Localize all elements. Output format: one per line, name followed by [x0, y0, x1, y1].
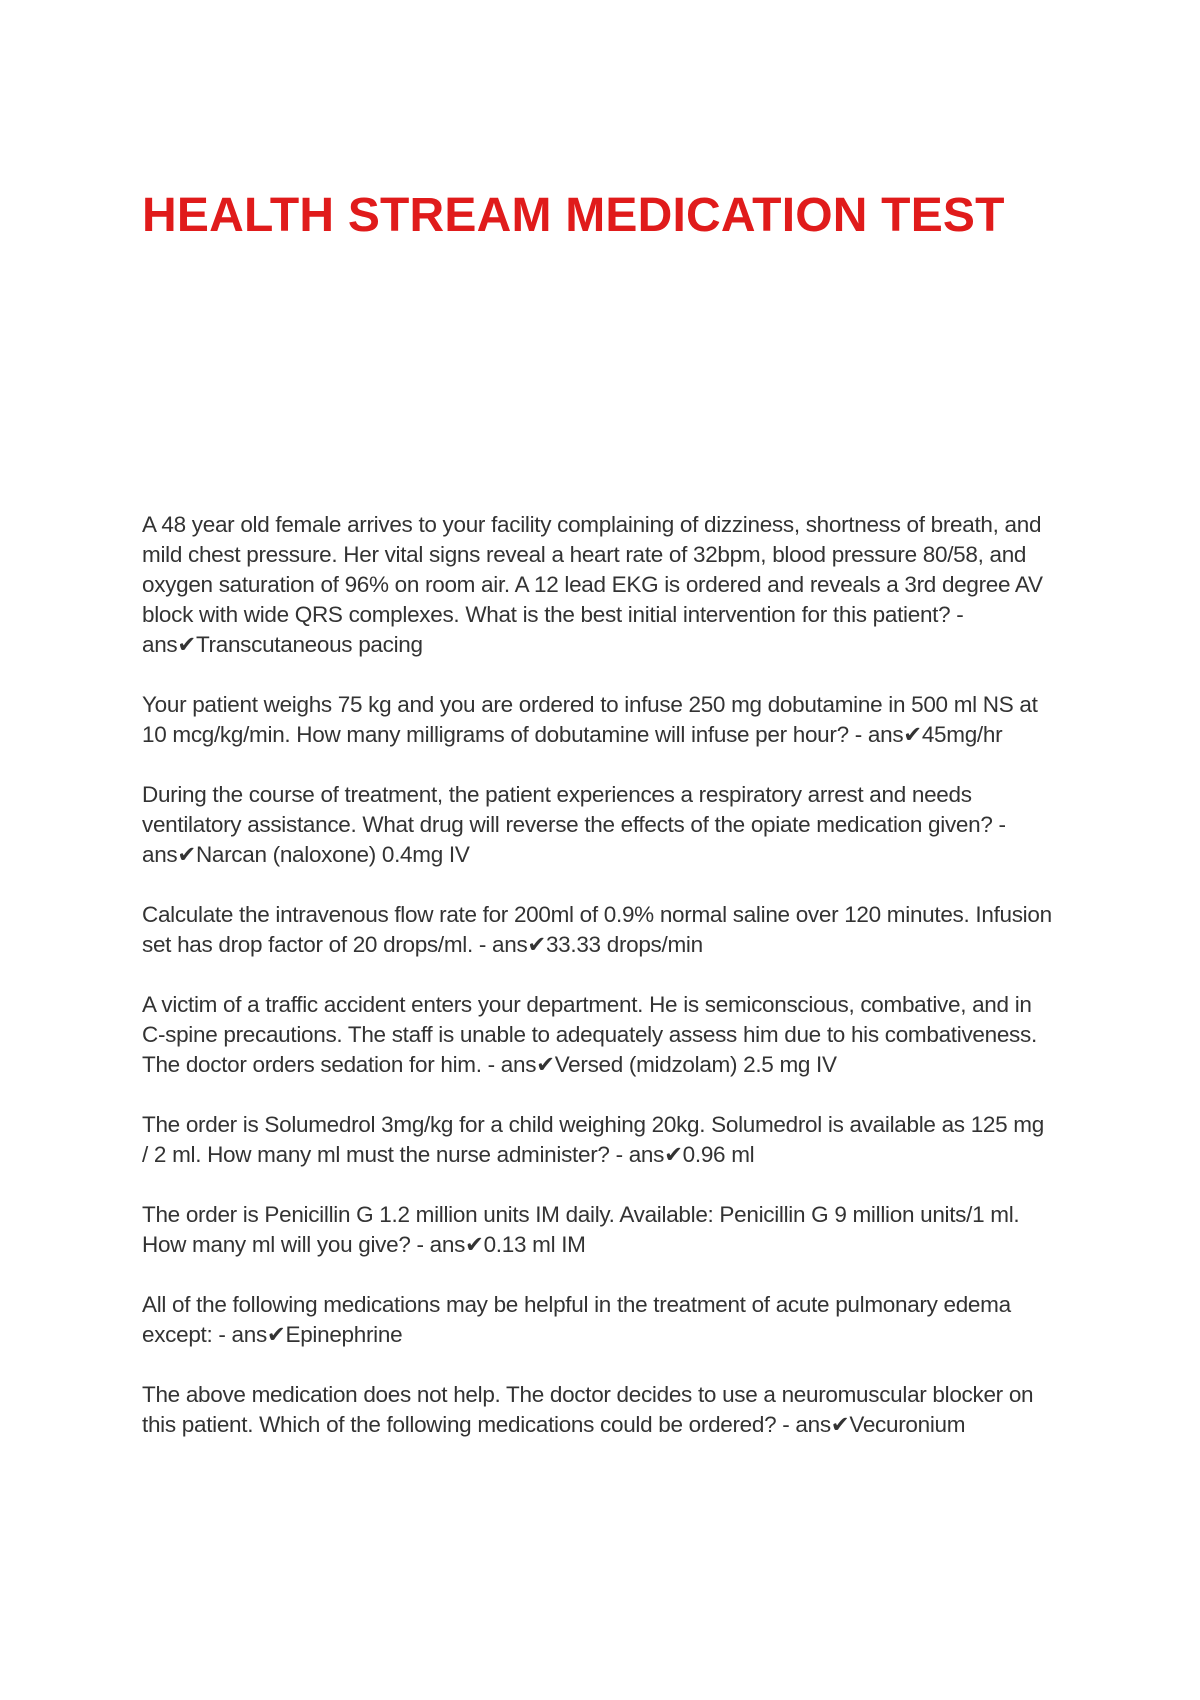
- question-text: The order is Penicillin G 1.2 million units IM daily. Available: Penicillin G 9 million units/1 ml. How many ml will you give?: [142, 1202, 1020, 1257]
- qa-item: [142, 1110, 1052, 1170]
- question-text: Your patient weighs 75 kg and you are ordered to infuse 250 mg dobutamine in 500 ml NS at 10 mcg/kg/min. How many milligrams of dobutamine will infuse per hour?: [142, 692, 1038, 747]
- answer-text: Epinephrine: [285, 1322, 403, 1347]
- qa-item: [142, 1380, 1052, 1440]
- question-text: The order is Solumedrol 3mg/kg for a child weighing 20kg. Solumedrol is available as 125 mg / 2 ml. How many ml must the nurse administer?: [142, 1112, 1044, 1167]
- answer-marker: - ans✔: [854, 722, 922, 747]
- answer-marker: - ans✔: [142, 812, 1006, 867]
- answer-marker: - ans✔: [487, 1052, 555, 1077]
- answer-text: Vecuronium: [849, 1412, 966, 1437]
- qa-item: [142, 990, 1052, 1080]
- answer-text: 0.13 ml IM: [483, 1232, 586, 1257]
- answer-text: 45mg/hr: [921, 722, 1003, 747]
- qa-item: [142, 1290, 1052, 1350]
- qa-item: [142, 1200, 1052, 1260]
- answer-marker: - ans✔: [142, 602, 964, 657]
- qa-list: [142, 510, 1052, 1470]
- question-text: A 48 year old female arrives to your facility complaining of dizziness, shortness of breath, and mild chest pressure. Her vital signs reveal a heart rate of 32bpm, blood pressure 80/58, and oxygen saturation of 96% on room air. A 12 lead EKG is ordered and reveals a 3rd degree AV block with wide QRS complexes. What is the best initial intervention for this patient?: [142, 512, 1043, 627]
- answer-marker: - ans✔: [615, 1142, 683, 1167]
- answer-marker: - ans✔: [478, 932, 546, 957]
- question-text: During the course of treatment, the patient experiences a respiratory arrest and needs ventilatory assistance. What drug will reverse the effects of the opiate medication given?: [142, 782, 993, 837]
- document-title: HEALTH STREAM MEDICATION TEST: [142, 189, 1005, 242]
- question-text: The above medication does not help. The doctor decides to use a neuromuscular blocker on this patient. Which of the following medications could be ordered?: [142, 1382, 1034, 1437]
- qa-item: [142, 510, 1052, 660]
- question-text: Calculate the intravenous flow rate for 200ml of 0.9% normal saline over 120 minutes. Infusion set has drop factor of 20 drops/ml.: [142, 902, 1052, 957]
- question-text: A victim of a traffic accident enters your department. He is semiconscious, combative, and in C-spine precautions. The staff is unable to adequately assess him due to his combativeness. The doctor orders sedation for him.: [142, 992, 1037, 1077]
- answer-text: Narcan (naloxone) 0.4mg IV: [195, 842, 470, 867]
- question-text: All of the following medications may be helpful in the treatment of acute pulmonary edema except:: [142, 1292, 1011, 1347]
- qa-item: [142, 900, 1052, 960]
- answer-text: Versed (midzolam) 2.5 mg IV: [554, 1052, 837, 1077]
- answer-marker: - ans✔: [782, 1412, 850, 1437]
- answer-marker: - ans✔: [416, 1232, 484, 1257]
- qa-item: [142, 780, 1052, 870]
- answer-marker: - ans✔: [218, 1322, 286, 1347]
- answer-text: 33.33 drops/min: [545, 932, 703, 957]
- qa-item: [142, 690, 1052, 750]
- answer-text: Transcutaneous pacing: [195, 632, 423, 657]
- answer-text: 0.96 ml: [682, 1142, 755, 1167]
